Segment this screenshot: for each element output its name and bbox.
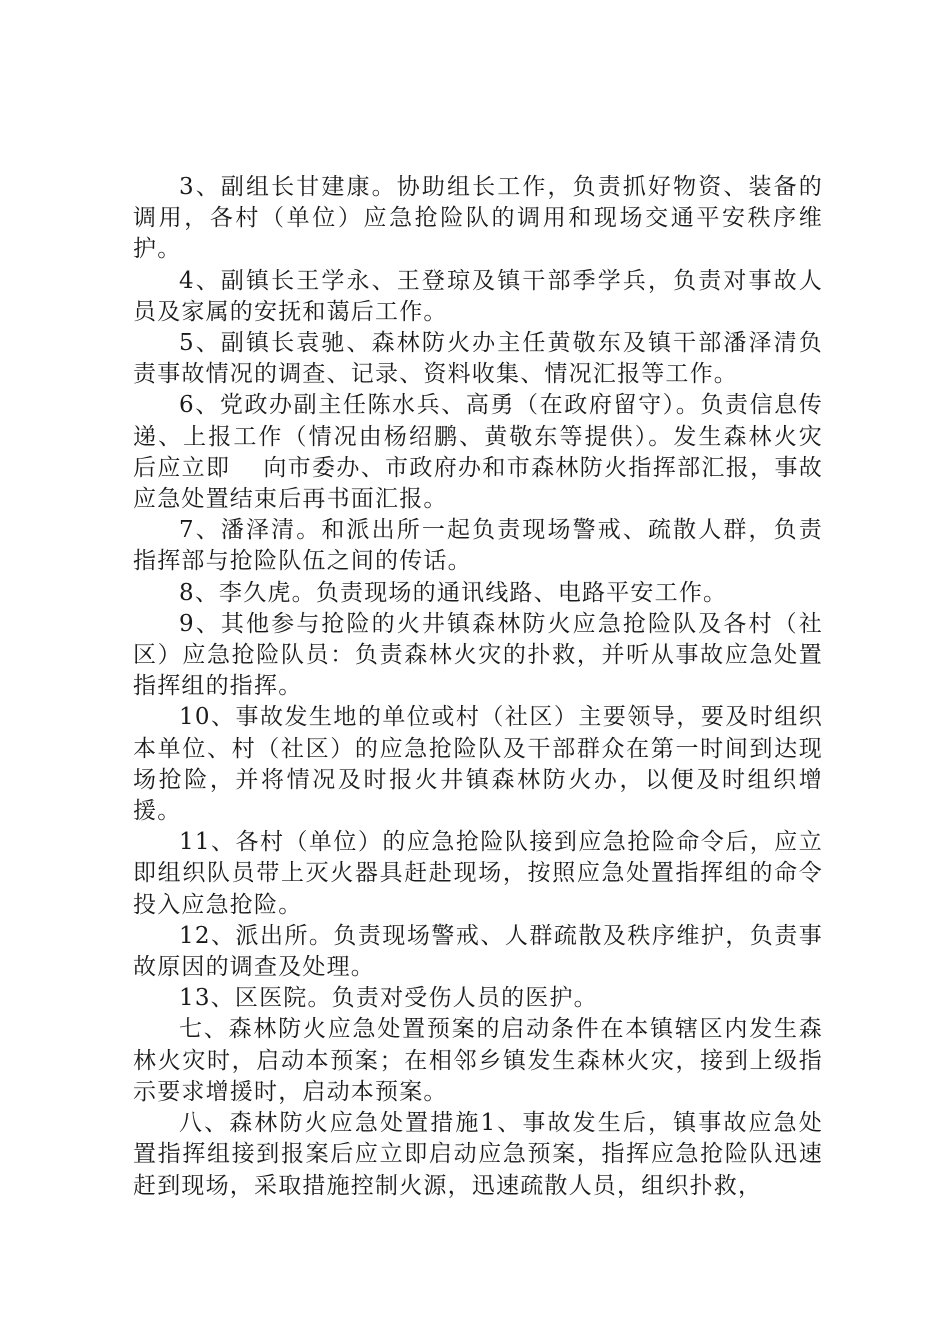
paragraph-7-security: 7、潘泽清。和派出所一起负责现场警戒、疏散人群，负责指挥部与抢险队伍之间的传话。 <box>133 517 823 575</box>
paragraph-8-communications: 8、李久虎。负责现场的通讯线路、电路平安工作。 <box>179 579 728 606</box>
paragraph-section-8-measures: 八、森林防火应急处置措施1、事故发生后，镇事故应急处置指挥组接到报案后应立即启动应急预案，指挥应急抢险队迅速赶到现场，采取措施控制火源，迅速疏散人员，组织扑救， <box>133 1110 823 1199</box>
paragraph-section-7-activation: 七、森林防火应急处置预案的启动条件在本镇辖区内发生森林火灾时，启动本预案；在相邻乡镇发生森林火灾，接到上级指示要求增援时，启动本预案。 <box>133 1016 823 1105</box>
paragraph-11-village-teams: 11、各村（单位）的应急抢险队接到应急抢险命令后，应立即组织队员带上灭火器具赶赴现场，按照应急处置指挥组的命令投入应急抢险。 <box>133 829 823 918</box>
paragraph-9-rescue-teams: 9、其他参与抢险的火井镇森林防火应急抢险队及各村（社区）应急抢险队员：负责森林火灾的扑救，并听从事故应急处置指挥组的指挥。 <box>133 610 823 700</box>
paragraph-5-investigation: 5、副镇长袁驰、森林防火办主任黄敬东及镇干部潘泽清负责事故情况的调查、记录、资料收集、情况汇报等工作。 <box>133 330 823 388</box>
paragraph-6-reporting: 6、党政办副主任陈水兵、高勇（在政府留守）。负责信息传递、上报工作（情况由杨绍鹏、黄敬东等提供）。发生森林火灾后应立即 向市委办、市政府办和市森林防火指挥部汇报，事故应急处置结束后再书面汇报。 <box>133 392 823 513</box>
paragraph-4-deputy-mayor-aftercare: 4、副镇长王学永、王登琼及镇干部季学兵，负责对事故人员及家属的安抚和蔼后工作。 <box>133 267 823 325</box>
paragraph-3-deputy-leader: 3、副组长甘建康。协助组长工作，负责抓好物资、装备的调用，各村（单位）应急抢险队的调用和现场交通平安秩序维护。 <box>133 174 823 263</box>
paragraph-12-police-station: 12、派出所。负责现场警戒、人群疏散及秩序维护，负责事故原因的调查及处理。 <box>133 922 823 981</box>
paragraph-10-local-leaders: 10、事故发生地的单位或村（社区）主要领导，要及时组织本单位、村（社区）的应急抢险队及干部群众在第一时间到达现场抢险，并将情况及时报火井镇森林防火办，以便及时组织增援。 <box>133 704 823 825</box>
document-page <box>133 172 823 1202</box>
paragraph-13-hospital: 13、区医院。负责对受伤人员的医护。 <box>179 985 598 1012</box>
